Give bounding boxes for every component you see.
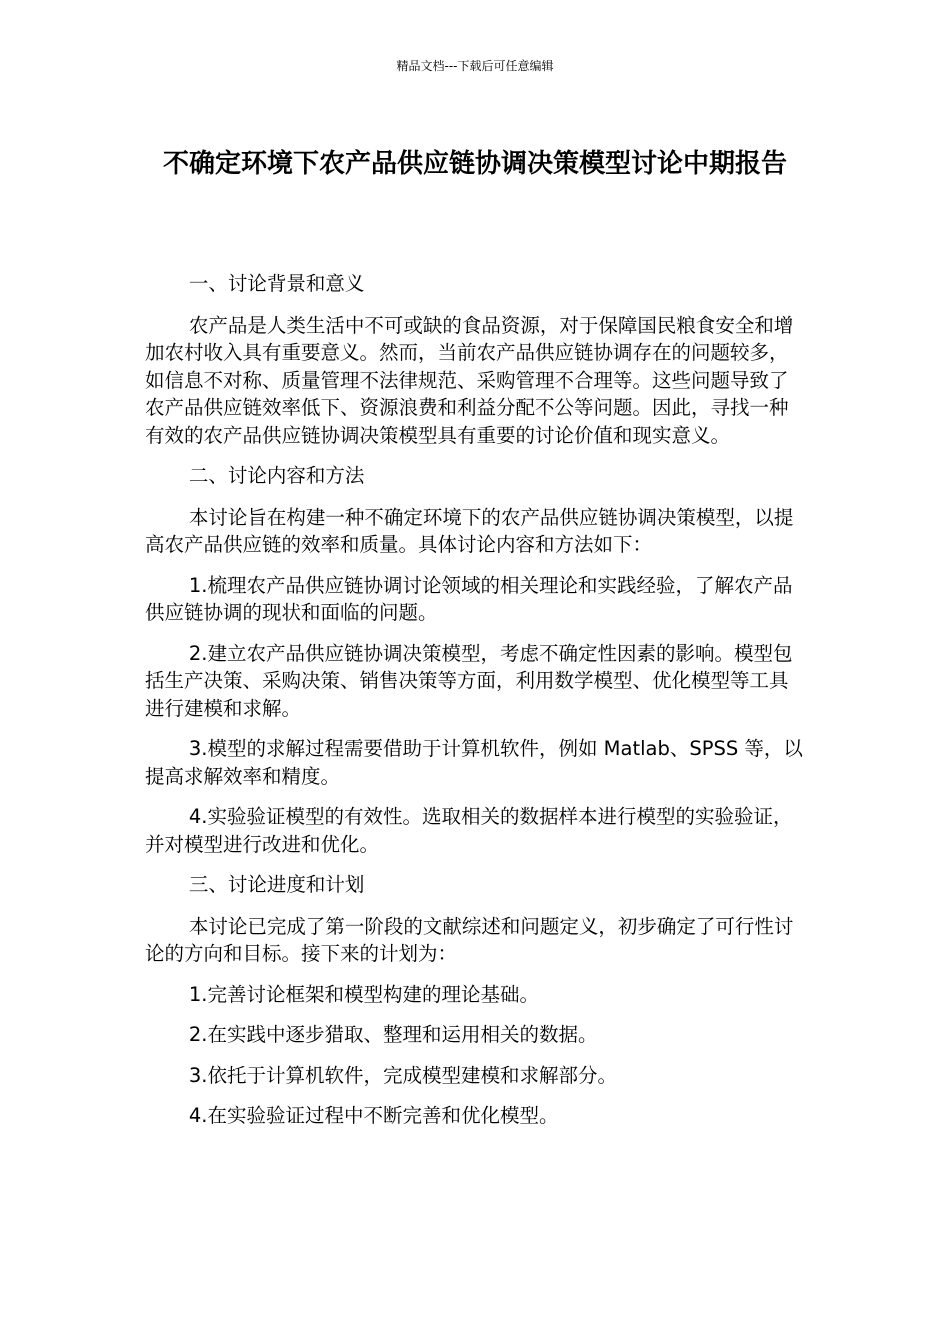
document-body	[145, 270, 805, 1143]
section-heading-background: 一、讨论背景和意义	[188, 272, 365, 295]
list-item-plan-4: 4.在实验验证过程中不断完善和优化模型。	[188, 1104, 559, 1127]
page-header: 精品文档---下载后可任意编辑	[396, 59, 554, 73]
paragraph-content-intro: 本讨论旨在构建一种不确定环境下的农产品供应链协调决策模型，以提高农产品供应链的效率和质量。具体讨论内容和方法如下：	[145, 505, 794, 556]
paragraph-background: 农产品是人类生活中不可或缺的食品资源，对于保障国民粮食安全和增加农村收入具有重要意义。然而，当前农产品供应链协调存在的问题较多，如信息不对称、质量管理不法律规范、采购管理不合理等。这些问题导致了农产品供应链效率低下、资源浪费和利益分配不公等问题。因此，寻找一种有效的农产品供应链协调决策模型具有重要的讨论价值和现实意义。	[145, 313, 794, 447]
list-item-content-2: 2.建立农产品供应链协调决策模型，考虑不确定性因素的影响。模型包括生产决策、采购决策、销售决策等方面，利用数学模型、优化模型等工具进行建模和求解。	[145, 641, 793, 720]
paragraph-progress-intro: 本讨论已完成了第一阶段的文献综述和问题定义，初步确定了可行性讨论的方向和目标。接下来的计划为：	[145, 914, 794, 965]
section-heading-content-method: 二、讨论内容和方法	[188, 464, 365, 487]
list-item-plan-2: 2.在实践中逐步猎取、整理和运用相关的数据。	[188, 1023, 598, 1046]
list-item-content-3: 3.模型的求解过程需要借助于计算机软件，例如 Matlab、SPSS 等，以提高求解效率和精度。	[145, 737, 803, 788]
list-item-content-4: 4.实验验证模型的有效性。选取相关的数据样本进行模型的实验验证，并对模型进行改进和优化。	[145, 805, 793, 856]
document-title: 不确定环境下农产品供应链协调决策模型讨论中期报告	[162, 149, 787, 179]
list-item-plan-1: 1.完善讨论框架和模型构建的理论基础。	[188, 982, 539, 1006]
list-item-content-1: 1.梳理农产品供应链协调讨论领域的相关理论和实践经验，了解农产品供应链协调的现状和面临的问题。	[145, 573, 793, 624]
section-heading-progress-plan: 三、讨论进度和计划	[188, 873, 365, 896]
list-item-plan-3: 3.依托于计算机软件，完成模型建模和求解部分。	[188, 1063, 617, 1087]
